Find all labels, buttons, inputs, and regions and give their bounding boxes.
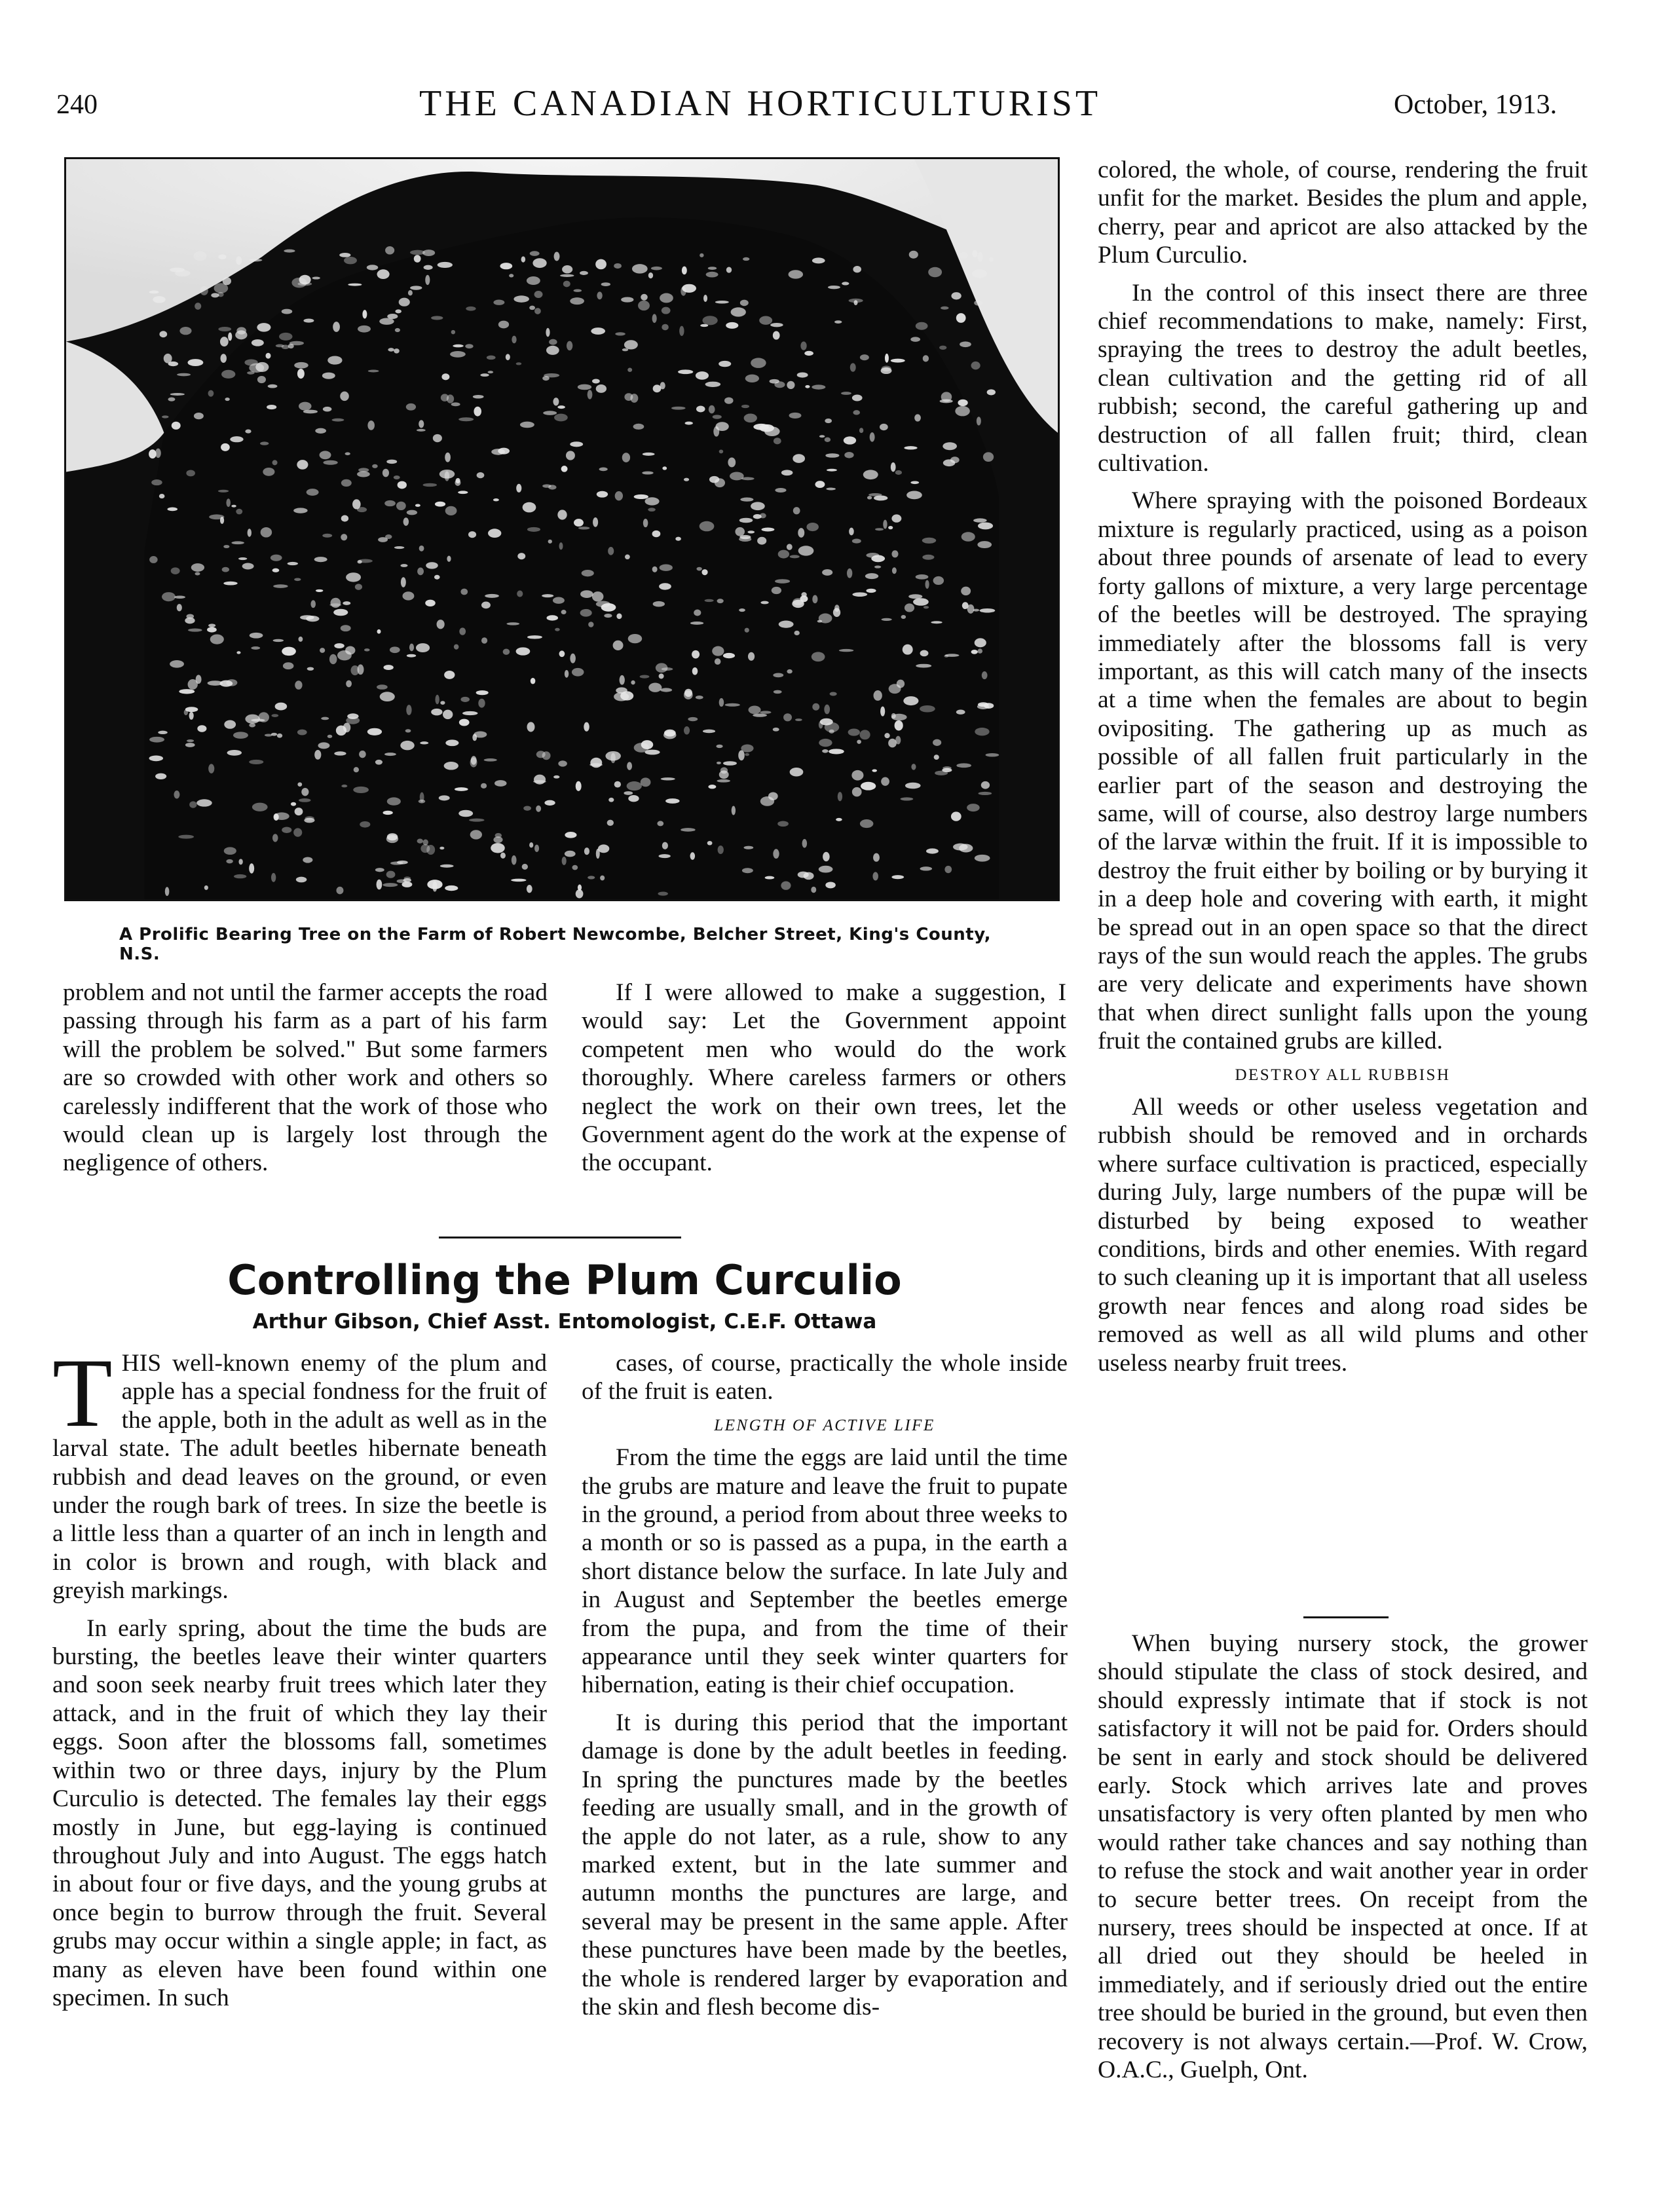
left-article-paragraph: problem and not until the farmer accepts the road passing through his farm as a part of his farm will the problem be solved." But some farmers are so crowded with other work and others so carelessly indifferent that the work of those who would clean up is largely lost through the negligence of others.	[63, 979, 548, 1177]
subhead-destroy-all-rubbish: DESTROY ALL RUBBISH	[1235, 1066, 1451, 1084]
article-column-1	[52, 1339, 547, 2012]
article-col2-paragraph: It is during this period that the important damage is done by the adult beetles in feeding. In spring the punctures made by the beetles feeding are usually small, and in the growth of the apple do not later, as a rule, show to any marked extent, but in the late summer and autumn months the punctures are large, and several may be present in the same apple. After these punctures have been made by the beetles, the whole is rendered larger by evaporation and the skin and flesh become dis-	[582, 1709, 1068, 2020]
article-col3-paragraph: In the control of this insect there are three chief recommendations to make, namely: First, spraying the trees to destroy the adult beetles, clean cultivation and the getting rid of all rubbish; second, the careful gathering up and destruction of all fallen fruit; third, clean cultivation.	[1098, 279, 1588, 477]
journal-title: THE CANADIAN HORTICULTURIST	[419, 83, 1102, 124]
page-number: 240	[56, 90, 98, 120]
issue-date: October, 1913.	[1394, 90, 1558, 120]
tree-photo	[64, 157, 1060, 901]
article-column-3	[1098, 156, 1588, 1377]
article-byline: Arthur Gibson, Chief Asst. Entomologist, C.E.F. Ottawa	[252, 1310, 877, 1333]
nursery-note	[1098, 1629, 1588, 2085]
photo-caption: A Prolific Bearing Tree on the Farm of Robert Newcombe, Belcher Street, King's County, N.S.	[119, 925, 992, 964]
article-col2-paragraph: From the time the eggs are laid until the time the grubs are mature and leave the fruit to pupate in the ground, a period from about three weeks to a month or so is passed as a pupa, in the earth a short distance below the surface. In late July and in August and September the beetles emerge from the pupa, and from the time of their appearance until they seek winter quarters for hibernation, eating is their chief occupation.	[582, 1444, 1068, 1699]
tree-photo-icon	[66, 159, 1058, 899]
article-col1-paragraph: THIS well-known enemy of the plum and apple has a special fondness for the fruit of the apple, both in the adult as well as in the larval state. The adult beetles hibernate beneath rubbish and dead leaves on the ground, or even under the rough bark of trees. In size the beetle is a little less than a quarter of an inch in length and in color is brown and rough, with black and greyish markings.	[52, 1339, 547, 1605]
middle-article-continued	[582, 978, 1066, 1178]
article-title: Controlling the Plum Curculio	[227, 1256, 902, 1304]
article-col3-paragraph: Where spraying with the poisoned Bordeaux mixture is regularly practiced, using as a poison about three pounds of arsenate of lead to every forty gallons of mixture, a very large percentage of the beetles will be destroyed. The spraying immediately after the blossoms fall is very important, as this will catch many of the insects at a time when the females are about to begin ovipositing. The gathering up as much as possible of all fallen fruit particularly in the earlier part of the season and destroying the same, will of course, also destroy large numbers of the larvæ within the fruit. If it is impossible to destroy the fruit either by boiling or by burying it in a deep hole and covering with earth, it might be spread out in an open space so that the direct rays of the sun would reach the apples. The grubs are very delicate and experiments have shown that when direct sunlight falls upon the young fruit the contained grubs are killed.	[1098, 487, 1588, 1055]
nursery-note-paragraph: When buying nursery stock, the grower should stipulate the class of stock desired, and should expressly intimate that if stock is not satisfactory it will not be paid for. Orders should be sent in early and stock should be delivered early. Stock which arrives late and proves unsatisfactory is very often planted by men who would rather take chances and say nothing than to refuse the stock and wait another year in order to secure better trees. On receipt from the nursery, trees should be inspected at once. If at all dried out they should be heeled in immediately, and if seriously dried out the entire tree should be buried in the ground, but even then recovery is not always certain.—Prof. W. Crow, O.A.C., Guelph, Ont.	[1098, 1630, 1588, 2084]
subhead-length-of-active-life: LENGTH OF ACTIVE LIFE	[714, 1416, 935, 1434]
title-divider	[439, 1237, 681, 1238]
middle-article-paragraph: If I were allowed to make a suggestion, I would say: Let the Government appoint competent men who would do the work thoroughly. Where careless farmers or others neglect the work on their own trees, let the Government agent do the work at the expense of the occupant.	[582, 979, 1066, 1177]
left-article-continued	[63, 978, 548, 1178]
nursery-note-divider	[1303, 1616, 1389, 1618]
article-col3-intro: colored, the whole, of course, rendering the fruit unfit for the market. Besides the plum and apple, cherry, pear and apricot are also attacked by the Plum Curculio.	[1098, 157, 1588, 269]
article-col2-intro: cases, of course, practically the whole inside of the fruit is eaten.	[582, 1350, 1068, 1405]
article-col3-paragraph: All weeds or other useless vegetation and rubbish should be removed and in orchards where surface cultivation is practiced, especially during July, large numbers of the pupæ will be disturbed by being exposed to weather conditions, birds and other enemies. With regard to such cleaning up it is important that all useless growth near fences and along road sides be removed as well as all wild plums and other useless nearby fruit trees.	[1098, 1094, 1588, 1377]
drop-cap: T	[52, 1339, 113, 1447]
article-col1-paragraph: In early spring, about the time the buds are bursting, the beetles leave their winter quarters and soon seek nearby fruit trees which later they attack, and in the fruit of which they lay their eggs. Soon after the blossoms fall, sometimes within two or three days, injury by the Plum Curculio is detected. The females lay their eggs mostly in June, but egg-laying is continued throughout July and into August. The eggs hatch in about four or five days, and the young grubs at once begin to burrow through the fruit. Several grubs may occur within a single apple; in fact, as many as eleven have been found within one specimen. In such	[52, 1614, 547, 2011]
article-column-2	[582, 1349, 1068, 2021]
